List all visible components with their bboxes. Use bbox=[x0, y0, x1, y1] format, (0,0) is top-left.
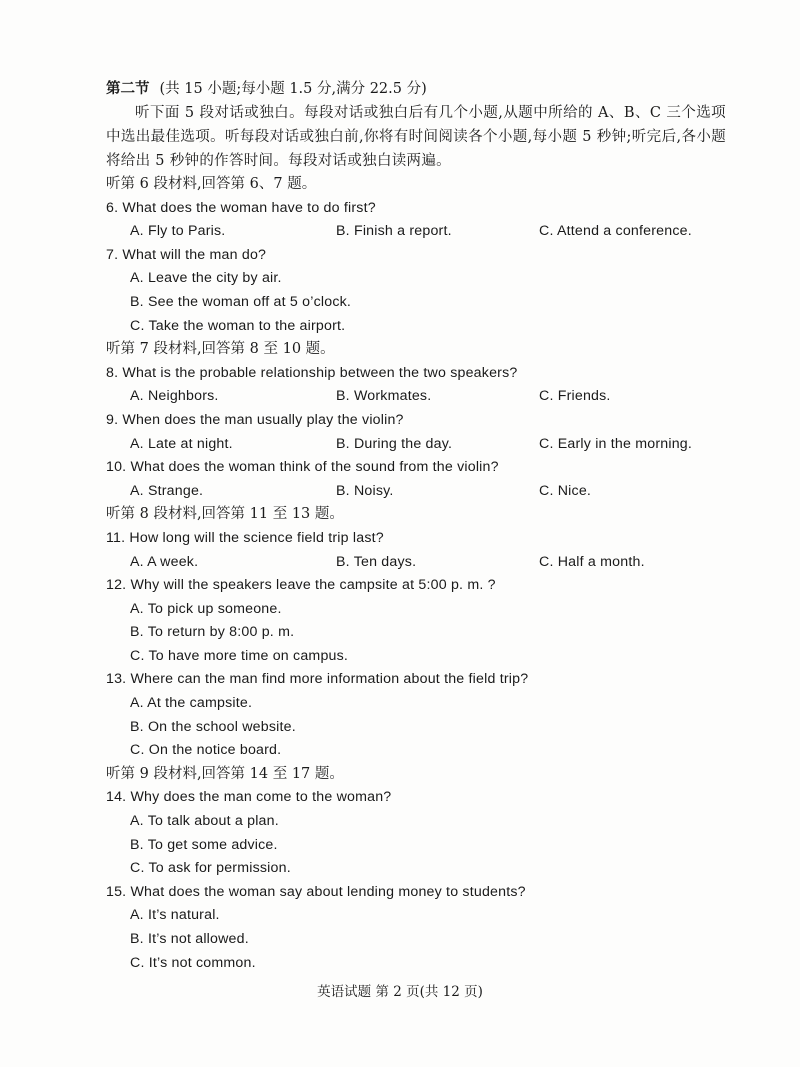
option-b: B. Noisy. bbox=[336, 482, 394, 499]
group-heading: 听第 9 段材料,回答第 14 至 17 题。 bbox=[106, 765, 344, 782]
option-a: A. Fly to Paris. bbox=[130, 223, 226, 240]
question-groups bbox=[106, 173, 726, 975]
option-b: B. Ten days. bbox=[336, 553, 417, 570]
option-a: A. At the campsite. bbox=[130, 695, 253, 712]
option-b: B. On the school website. bbox=[130, 718, 296, 735]
option-b: B. Workmates. bbox=[336, 388, 432, 405]
section-info: (共 15 小题;每小题 1.5 分,满分 22.5 分) bbox=[159, 81, 427, 97]
option-c: C. Nice. bbox=[539, 482, 592, 499]
question-group bbox=[106, 503, 726, 763]
options-row bbox=[106, 551, 726, 575]
option-a: A. A week. bbox=[130, 553, 199, 570]
question-stem: 7. What will the man do? bbox=[106, 246, 267, 263]
question-stem: 9. When does the man usually play the violin? bbox=[106, 411, 404, 428]
option-c: C. To have more time on campus. bbox=[130, 647, 349, 664]
question-stem: 12. Why will the speakers leave the campsite at 5:00 p. m. ? bbox=[106, 577, 496, 594]
option-a: A. Neighbors. bbox=[130, 388, 219, 405]
option-a: A. Late at night. bbox=[130, 435, 233, 452]
instructions-paragraph: 听下面 5 段对话或独白。每段对话或独白后有几个小题,从题中所给的 A、B、C 三个选项中选出最佳选项。听每段对话或独白前,你将有时间阅读各个小题,每小题 5 秒钟;听完后,各小题将给出 5 秒钟的作答时间。每段对话或独白读两遍。 bbox=[106, 105, 726, 169]
option-a: A. To talk about a plan. bbox=[130, 813, 279, 830]
question-stem: 6. What does the woman have to do first? bbox=[106, 199, 376, 216]
option-c: C. Attend a conference. bbox=[539, 223, 692, 240]
option-b: B. See the woman off at 5 o’clock. bbox=[130, 293, 352, 310]
group-heading: 听第 8 段材料,回答第 11 至 13 题。 bbox=[106, 506, 344, 523]
group-heading: 听第 7 段材料,回答第 8 至 10 题。 bbox=[106, 341, 335, 358]
option-c: C. Half a month. bbox=[539, 553, 645, 570]
group-heading: 听第 6 段材料,回答第 6、7 题。 bbox=[106, 176, 317, 192]
page-footer: 英语试题 第 2 页(共 12 页) bbox=[317, 984, 483, 1000]
question-stem: 13. Where can the man find more information about the field trip? bbox=[106, 671, 529, 688]
page-content bbox=[106, 77, 726, 975]
option-b: B. Finish a report. bbox=[336, 223, 452, 240]
option-b: B. To return by 8:00 p. m. bbox=[130, 624, 295, 641]
option-a: A. To pick up someone. bbox=[130, 600, 282, 617]
option-c: C. Early in the morning. bbox=[539, 435, 693, 452]
option-b: B. It’s not allowed. bbox=[130, 931, 249, 947]
question-stem: 11. How long will the science field trip last? bbox=[106, 529, 384, 546]
question-group bbox=[106, 338, 726, 503]
options-row bbox=[106, 480, 726, 504]
question-group bbox=[106, 763, 726, 975]
option-a: A. Strange. bbox=[130, 482, 204, 499]
options-row bbox=[106, 385, 726, 409]
question-stem: 15. What does the woman say about lending money to students? bbox=[106, 883, 526, 900]
option-c: C. On the notice board. bbox=[130, 742, 282, 759]
option-c: C. Take the woman to the airport. bbox=[130, 317, 346, 334]
question-group bbox=[106, 173, 726, 338]
options-row bbox=[106, 220, 726, 244]
option-c: C. Friends. bbox=[539, 388, 611, 405]
option-a: A. It’s natural. bbox=[130, 907, 220, 924]
question-stem: 10. What does the woman think of the sound from the violin? bbox=[106, 459, 499, 476]
section-title: 第二节 bbox=[106, 80, 150, 97]
option-b: B. To get some advice. bbox=[130, 836, 278, 853]
option-a: A. Leave the city by air. bbox=[130, 270, 282, 287]
question-stem: 8. What is the probable relationship between the two speakers? bbox=[106, 364, 518, 381]
option-c: C. To ask for permission. bbox=[130, 860, 291, 877]
option-b: B. During the day. bbox=[336, 435, 453, 452]
option-c: C. It’s not common. bbox=[130, 954, 256, 971]
question-stem: 14. Why does the man come to the woman? bbox=[106, 789, 392, 806]
section-header bbox=[106, 77, 726, 101]
options-row bbox=[106, 433, 726, 457]
